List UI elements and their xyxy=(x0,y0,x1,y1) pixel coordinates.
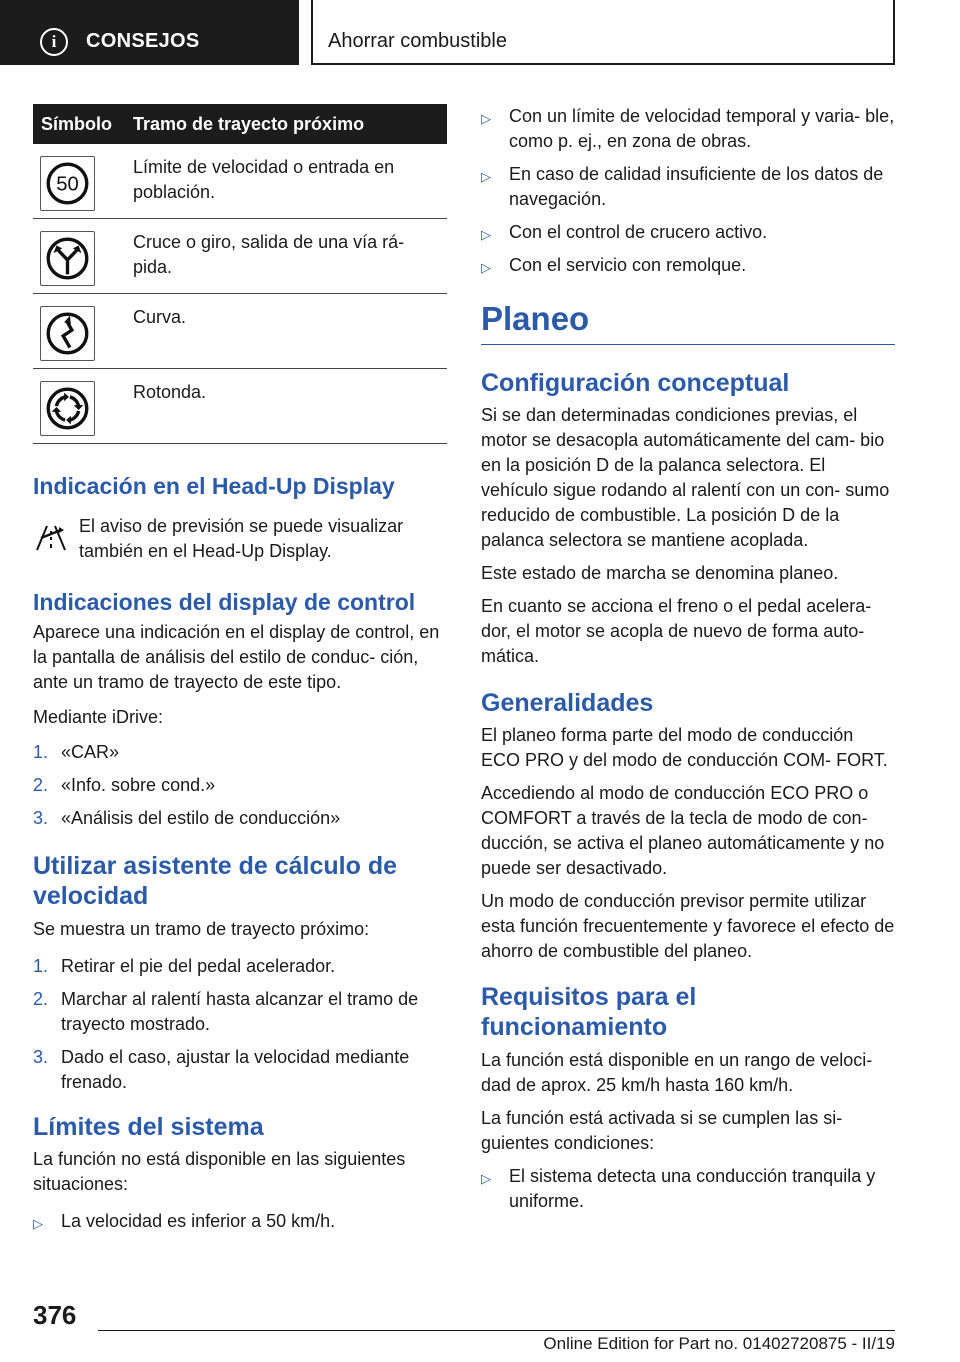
table-header xyxy=(33,104,447,144)
row-description: Curva. xyxy=(133,307,187,327)
chapter-title: Ahorrar combustible xyxy=(328,30,507,52)
idrive-steps xyxy=(33,740,447,831)
limit-text: Con el control de crucero activo. xyxy=(509,222,768,242)
edition-note: Online Edition for Part no. 01402720875 - II/19 xyxy=(543,1334,895,1353)
row-description: Rotonda. xyxy=(133,382,207,402)
general-paragraph: Accediendo al modo de conducción ECO PRO o COMFORT a través de la tecla de modo de con- ducción, se activa el planeo automáticamente y no puede ser desactivado. xyxy=(481,783,885,878)
step-text: Marchar al ralentí hasta alcanzar el tramo de trayecto mostrado. xyxy=(61,989,419,1034)
table-row xyxy=(33,369,447,444)
page-number: 376 xyxy=(33,1300,77,1330)
requirements-paragraph: La función está disponible en un rango de veloci- dad de aprox. 25 km/h hasta 160 km/h. xyxy=(481,1050,873,1095)
hud-road-icon xyxy=(33,518,69,554)
concept-paragraph: En cuanto se acciona el freno o el pedal acelera- dor, el motor se acopla de nuevo de forma auto- mática. xyxy=(481,596,872,666)
roundabout-icon xyxy=(40,381,95,436)
bullet-triangle-icon: ▷ xyxy=(481,227,491,242)
requirement-text: El sistema detecta una conducción tranquila y uniforme. xyxy=(509,1166,876,1211)
curve-icon xyxy=(40,306,95,361)
limit-text: Con el servicio con remolque. xyxy=(509,255,747,275)
list-item xyxy=(33,1209,447,1234)
list-item xyxy=(33,954,447,979)
bullet-triangle-icon: ▷ xyxy=(481,1171,491,1186)
list-item xyxy=(33,773,447,798)
requirements-list xyxy=(481,1164,895,1214)
limits-intro: La función no está disponible en las siguientes situaciones: xyxy=(33,1149,406,1194)
hud-text: El aviso de previsión se puede visualizar también en el Head-Up Display. xyxy=(79,516,404,561)
hud-heading: Indicación en el Head-Up Display xyxy=(33,473,395,499)
column-header-section: Tramo de trayecto próximo xyxy=(133,114,365,134)
concept-heading: Configuración conceptual xyxy=(481,369,790,397)
concept-paragraph: Si se dan determinadas condiciones previas, el motor se desacopla automáticamente del cam- bio en la posición D de la palanca selectora. El vehículo sigue rodando al ralentí con un con- sumo reducido de combustible. La posición D de la palanca selectora se mantiene acoplada. xyxy=(481,405,890,550)
section-title: CONSEJOS xyxy=(86,30,200,52)
idrive-label: Mediante iDrive: xyxy=(33,707,164,727)
requirements-heading: Requisitos para el funcionamiento xyxy=(481,983,697,1041)
list-item xyxy=(481,104,895,154)
speed-limit-sign-text: 50 xyxy=(56,173,79,196)
speed-assist-intro: Se muestra un tramo de trayecto próximo: xyxy=(33,919,370,939)
speed-limit-50-icon xyxy=(40,156,95,211)
speed-assist-heading: Utilizar asistente de cálculo de velocidad xyxy=(33,852,398,910)
list-item xyxy=(481,220,895,245)
general-heading: Generalidades xyxy=(481,689,654,717)
list-item xyxy=(33,806,447,831)
step-text: «Análisis del estilo de conducción» xyxy=(61,808,341,828)
step-number: 1. xyxy=(33,956,49,976)
list-item xyxy=(481,253,895,278)
step-number: 2. xyxy=(33,775,49,795)
step-number: 3. xyxy=(33,1047,49,1067)
step-number: 1. xyxy=(33,742,49,762)
bullet-triangle-icon: ▷ xyxy=(481,169,491,184)
limit-text: Con un límite de velocidad temporal y varia- ble, como p. ej., en zona de obras. xyxy=(509,106,895,151)
step-text: «CAR» xyxy=(61,742,120,762)
general-paragraph: El planeo forma parte del modo de conducción ECO PRO y del modo de conducción COM- FORT. xyxy=(481,725,888,770)
step-text: «Info. sobre cond.» xyxy=(61,775,216,795)
limits-list-right xyxy=(481,104,895,278)
limits-list-left xyxy=(33,1209,447,1234)
requirements-paragraph: La función está activada si se cumplen las si- guientes condiciones: xyxy=(481,1108,843,1153)
concept-paragraph: Este estado de marcha se denomina planeo. xyxy=(481,563,839,583)
general-paragraph: Un modo de conducción previsor permite utilizar esta función frecuentemente y favorece el efecto de ahorro de combustible del planeo. xyxy=(481,891,895,961)
table-row xyxy=(33,219,447,294)
header-chapter-box xyxy=(311,0,895,65)
right-column xyxy=(481,104,895,1222)
list-item xyxy=(33,987,447,1037)
heading-rule xyxy=(481,344,895,345)
list-item xyxy=(33,1045,447,1095)
footer-rule xyxy=(98,1330,895,1331)
limit-text: En caso de calidad insuficiente de los datos de navegación. xyxy=(509,164,884,209)
table-row xyxy=(33,144,447,219)
step-text: Retirar el pie del pedal acelerador. xyxy=(61,956,336,976)
list-item xyxy=(481,162,895,212)
info-icon: i xyxy=(40,28,68,56)
limits-heading: Límites del sistema xyxy=(33,1113,264,1141)
table-row xyxy=(33,294,447,369)
list-item xyxy=(33,740,447,765)
limit-text: La velocidad es inferior a 50 km/h. xyxy=(61,1211,336,1231)
step-number: 3. xyxy=(33,808,49,828)
hud-note xyxy=(33,514,447,572)
junction-exit-icon xyxy=(40,231,95,286)
list-item xyxy=(481,1164,895,1214)
planeo-heading: Planeo xyxy=(481,300,590,337)
step-text: Dado el caso, ajustar la velocidad mediante frenado. xyxy=(61,1047,410,1092)
bullet-triangle-icon: ▷ xyxy=(481,111,491,126)
row-description: Límite de velocidad o entrada en población. xyxy=(133,157,395,202)
bullet-triangle-icon: ▷ xyxy=(33,1216,43,1231)
speed-assist-steps xyxy=(33,954,447,1095)
bullet-triangle-icon: ▷ xyxy=(481,260,491,275)
step-number: 2. xyxy=(33,989,49,1009)
control-display-text: Aparece una indicación en el display de control, en la pantalla de análisis del estilo de conduc- ción, ante un tramo de trayecto de este tipo. xyxy=(33,622,440,692)
column-header-symbol: Símbolo xyxy=(41,114,112,134)
left-column xyxy=(33,104,447,1242)
control-display-heading: Indicaciones del display de control xyxy=(33,589,416,615)
row-description: Cruce o giro, salida de una vía rá- pida. xyxy=(133,232,405,277)
header-section-tab xyxy=(0,0,299,65)
